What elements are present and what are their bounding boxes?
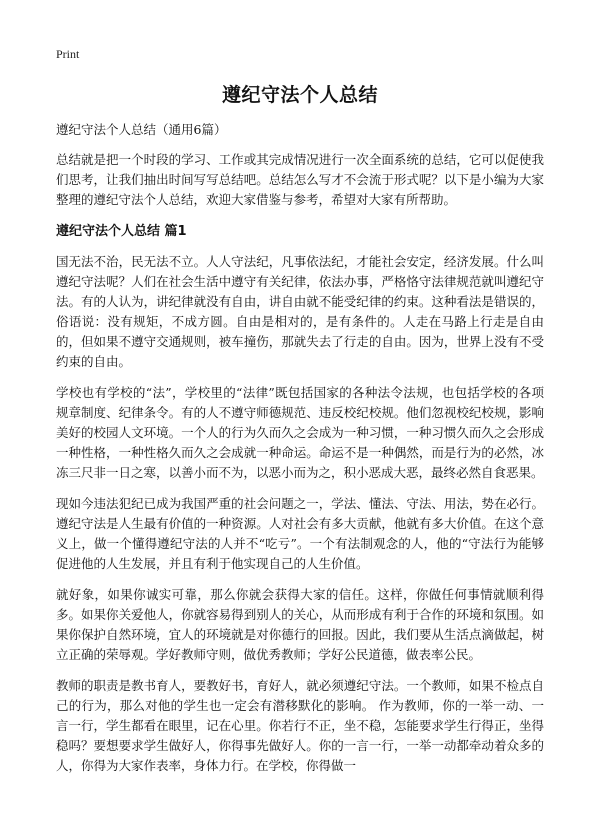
subtitle: 遵纪守法个人总结（通用6篇） bbox=[56, 122, 227, 137]
body-paragraph-2: 学校也有学校的“法”，学校里的“法律”既包括国家的各种法令法规，也包括学校的各项规章制度、纪律条令。有的人不遵守师德规范、违反校纪校规。他们忽视校纪校规，影响美好的校园人文环境。一个人的行为久而久之会成为一种习惯，一种习惯久而久之会形成一种性格，一种性格久而久之会成就一种命运。命运不是一种偶然，而是行为的必然，冰冻三尺非一日之寒，以善小而不为，以恶小而为之，积小恶成大恶，最终必然自食恶果。 bbox=[56, 385, 544, 480]
article-body bbox=[56, 120, 544, 787]
body-paragraph-1: 国无法不治，民无法不立。人人守法纪，凡事依法纪，才能社会安定，经济发展。什么叫遵纪守法呢？人们在社会生活中遵守有关纪律，依法办事，严格恪守法律规范就叫遵纪守法。有的人认为，讲纪律就没有自由，讲自由就不能受纪律的约束。这种看法是错误的，俗语说：没有规矩，不成方圆。自由是相对的，是有条件的。人走在马路上行走是自由的，但如果不遵守交通规则，被车撞伤，那就失去了行走的自由。因为，世界上没有不受约束的自由。 bbox=[56, 254, 544, 369]
body-paragraph-3: 现如今违法犯纪已成为我国严重的社会问题之一，学法、懂法、守法、用法，势在必行。遵纪守法是人生最有价值的一种资源。人对社会有多大贡献，他就有多大价值。在这个意义上，做一个懂得遵纪守法的人并不“吃亏”。一个有法制观念的人，他的“守法行为能够促进他的人生发展，并且有利于他实现自己的人生价值。 bbox=[56, 496, 544, 571]
body-paragraph-5: 教师的职责是教书育人，要教好书，育好人，就必须遵纪守法。一个教师，如果不检点自己的行为，那么对他的学生也一定会有潜移默化的影响。 作为教师，你的一举一动、一言一行，学生都看在眼里，记在心里。你若行不正，坐不稳，怎能要求学生行得正，坐得稳吗？要想要求学生做好人，你得事先做好人。你的一言一行，一举一动都牵动着众多的人，你得为大家作表率，身体力行。在学校，你得做一 bbox=[56, 678, 544, 773]
body-paragraph-4: 就好象，如果你诚实可靠，那么你就会获得大家的信任。这样，你做任何事情就顺利得多。如果你关爱他人，你就容易得到别人的关心，从而形成有利于合作的环境和氛围。如果你保护自然环境，宜人的环境就是对你德行的回报。因此，我们要从生活点滴做起，树立正确的荣辱观。学好教师守则，做优秀教师；学好公民道德，做表率公民。 bbox=[56, 587, 544, 662]
print-link[interactable]: Print bbox=[56, 47, 80, 61]
intro-paragraph: 总结就是把一个时段的学习、工作或其完成情况进行一次全面系统的总结，它可以促使我们思考，让我们抽出时间写写总结吧。总结怎么写才不会流于形式呢？以下是小编为大家整理的遵纪守法个人总结，欢迎大家借鉴与参考，希望对大家有所帮助。 bbox=[56, 152, 544, 207]
section-heading: 遵纪守法个人总结 篇1 bbox=[56, 224, 187, 239]
page-title: 遵纪守法个人总结 bbox=[221, 84, 378, 106]
